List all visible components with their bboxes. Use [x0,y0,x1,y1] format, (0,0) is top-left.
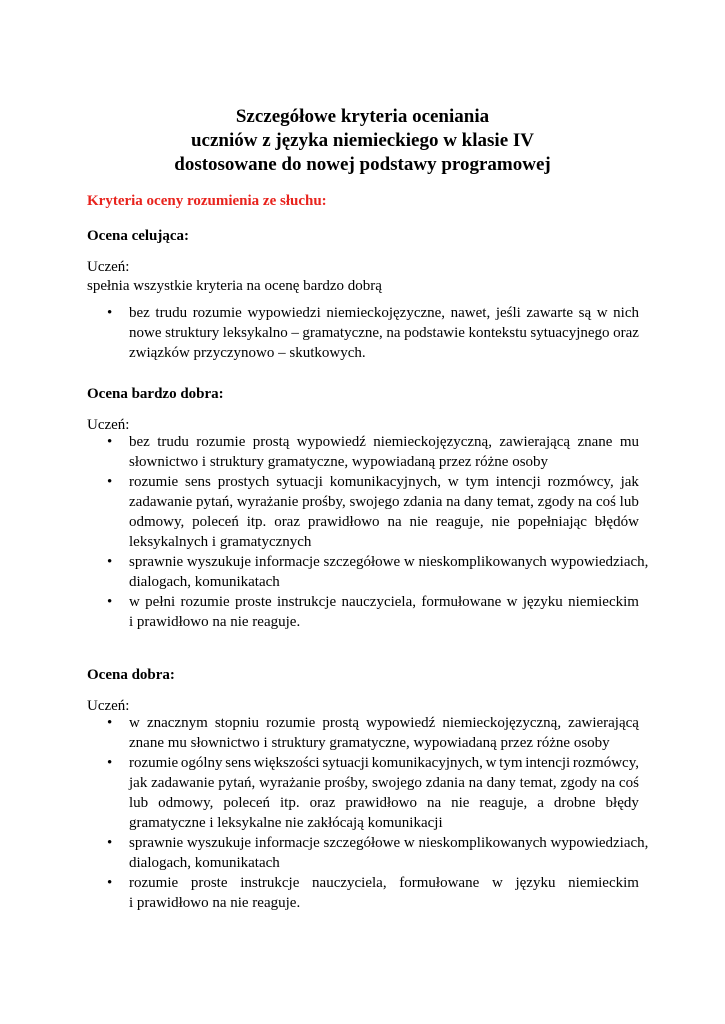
list-item-line: w znacznym stopniu rozumie prostą wypowiedź niemieckojęzyczną, zawierającą [129,715,639,731]
list-item-line: słownictwo i struktury gramatyczne, wypowiadaną przez różne osoby [129,454,549,470]
list-item-line: jak zadawanie pytań, wyrażanie prośby, swojego zdania na dany temat, zgody na coś [129,775,639,791]
section-heading: Kryteria oceny rozumienia ze słuchu: [87,193,327,209]
title-line-2: uczniów z języka niemieckiego w klasie IV [190,130,534,151]
list-item-line: gramatyczne i leksykalne nie zakłócają komunikacji [129,815,443,831]
student-label: Uczeń: [87,698,130,714]
list-item-line: dialogach, komunikatach [129,855,280,871]
bullet-icon: • [107,305,113,321]
title-line-1: Szczegółowe kryteria oceniania [235,106,490,127]
bullet-icon: • [107,434,113,450]
celujaca-intro: spełnia wszystkie kryteria na ocenę bardzo dobrą [87,278,382,294]
list-item-line: rozumie proste instrukcje nauczyciela, formułowane w języku niemieckim [129,875,639,891]
student-label: Uczeń: [87,259,130,275]
list-item-line: bez trudu rozumie wypowiedzi niemieckojęzyczne, nawet, jeśli zawarte są w nich [129,305,639,321]
list-item-line: odmowy, poleceń itp. oraz prawidłowo na nie reaguje, nie popełniając błędów [129,514,639,530]
title-line-3: dostosowane do nowej podstawy programowej [174,154,551,175]
heading-bardzo-dobra: Ocena bardzo dobra: [87,386,224,402]
list-item-line: sprawnie wyszukuje informacje szczegółowe w nieskomplikowanych wypowiedziach, [129,554,649,570]
bullet-icon: • [107,715,113,731]
list-item-line: nowe struktury leksykalno – gramatyczne, na podstawie kontekstu sytuacyjnego oraz [129,325,639,341]
bullet-icon: • [107,594,113,610]
list-item-line: lub odmowy, poleceń itp. oraz prawidłowo na nie reaguje, a drobne błędy [129,795,639,811]
list-item-line: leksykalnych i gramatycznych [129,534,312,550]
list-item-line: i prawidłowo na nie reaguje. [129,614,301,630]
list-item-line: znane mu słownictwo i struktury gramatyczne, wypowiadaną przez różne osoby [129,735,610,751]
bullet-icon: • [107,554,113,570]
bullet-icon: • [107,755,113,771]
list-item-line: sprawnie wyszukuje informacje szczegółowe w nieskomplikowanych wypowiedziach, [129,835,649,851]
list-item-line: rozumie sens prostych sytuacji komunikacyjnych, w tym intencji rozmówcy, jak [129,474,639,490]
list-item-line: w pełni rozumie proste instrukcje nauczyciela, formułowane w języku niemieckim [129,594,639,610]
bullet-icon: • [107,875,113,891]
student-label: Uczeń: [87,417,130,433]
list-item-line: związków przyczynowo – skutkowych. [129,345,366,361]
list-item-line: bez trudu rozumie prostą wypowiedź niemieckojęzyczną, zawierającą znane mu [129,434,639,450]
heading-dobra: Ocena dobra: [87,667,175,683]
bullet-icon: • [107,835,113,851]
list-item-line: dialogach, komunikatach [129,574,280,590]
list-item-line: i prawidłowo na nie reaguje. [129,895,301,911]
bullet-icon: • [107,474,113,490]
list-item-line: zadawanie pytań, wyrażanie prośby, swojego zdania na dany temat, zgody na coś lub [129,494,639,510]
list-item-line: rozumie ogólny sens większości sytuacji komunikacyjnych, w tym intencji rozmówcy, [129,755,639,771]
heading-celujaca: Ocena celująca: [87,228,190,244]
